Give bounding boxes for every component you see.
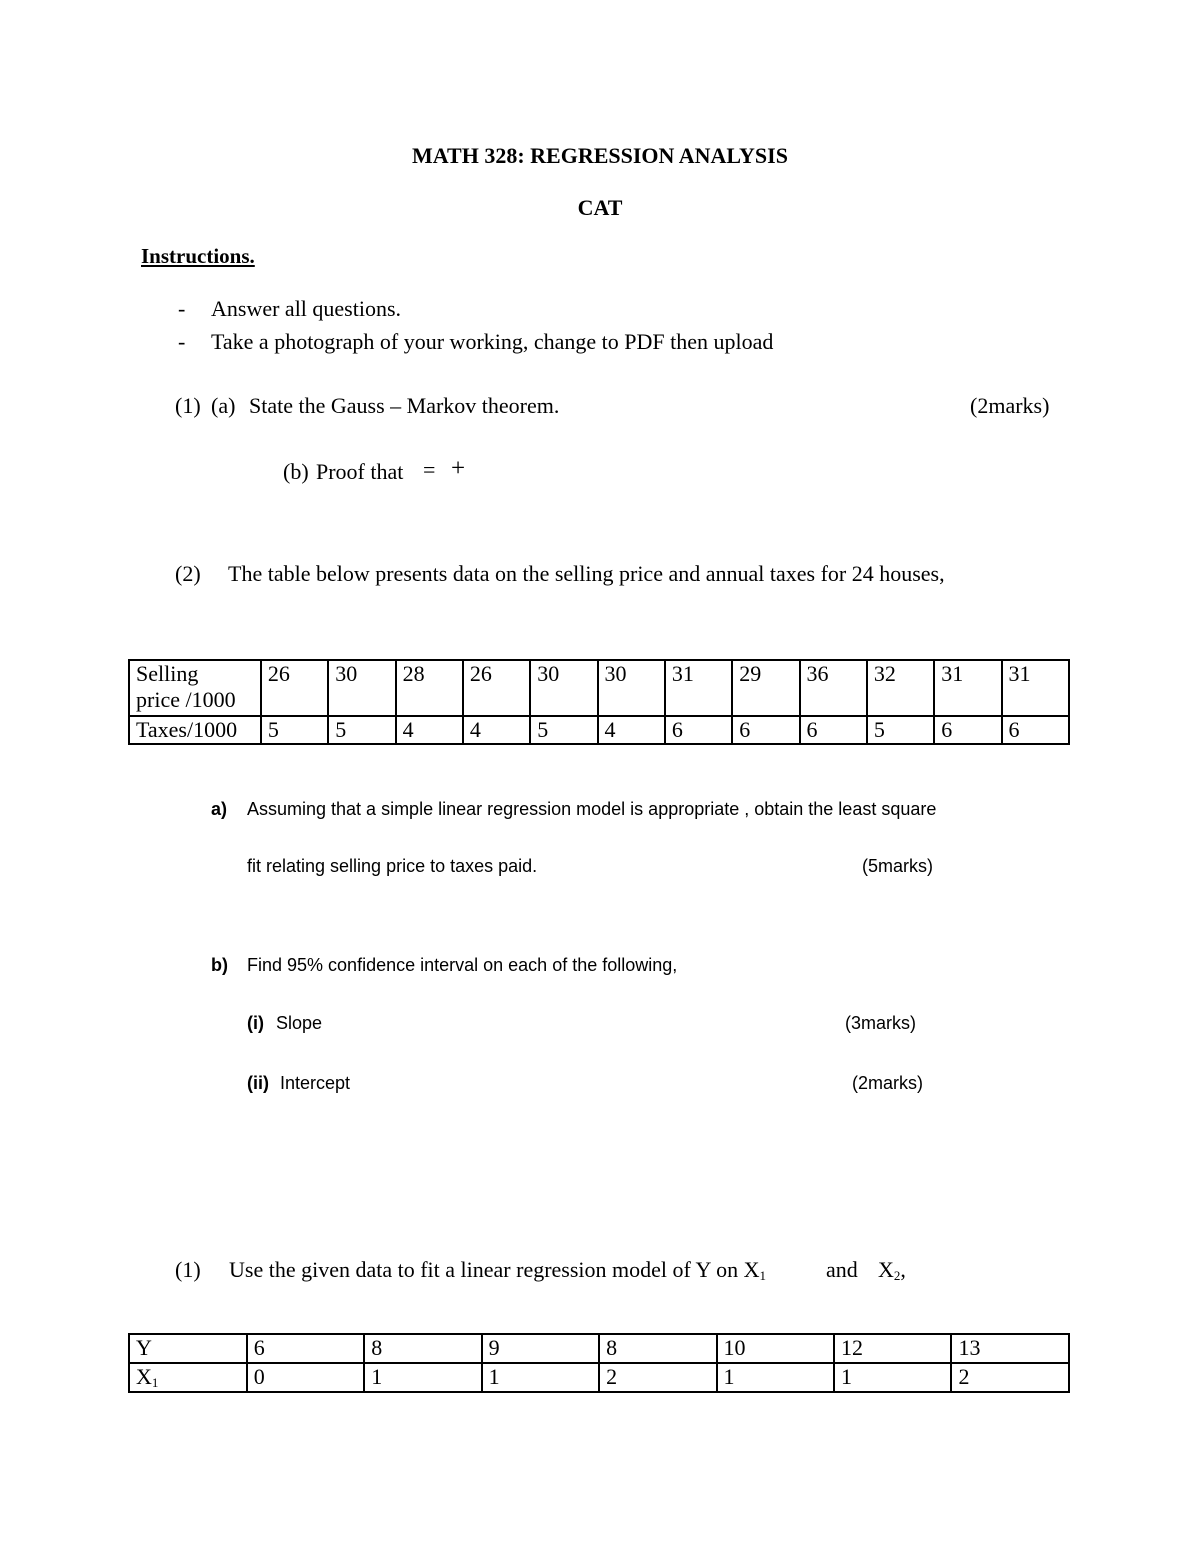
table-row: [129, 716, 1069, 744]
table-cell: 10: [717, 1334, 834, 1363]
part-label: (b): [283, 459, 309, 484]
table-cell: 31: [1002, 660, 1069, 716]
table-cell: 31: [665, 660, 732, 716]
table-cell: 5: [328, 716, 395, 744]
table-cell: 9: [482, 1334, 599, 1363]
and-text: and: [826, 1257, 858, 1282]
table-row: [129, 1334, 1069, 1363]
subpart-label: (ii): [247, 1073, 269, 1093]
table-cell: 30: [530, 660, 597, 716]
question-text: Proof that: [316, 459, 404, 484]
question-text: Assuming that a simple linear regression model is appropriate , obtain the least square: [247, 799, 937, 819]
table-row: [129, 660, 1069, 716]
marks: (2marks): [970, 393, 1050, 418]
table-cell: 4: [598, 716, 665, 744]
table-cell: 12: [834, 1334, 951, 1363]
table-cell: 26: [261, 660, 328, 716]
question-text: Intercept: [280, 1073, 351, 1093]
question-text: Find 95% confidence interval on each of the following,: [247, 955, 678, 975]
part-label: (a): [211, 393, 236, 418]
table-cell: 6: [934, 716, 1001, 744]
table-cell: 4: [463, 716, 530, 744]
table-cell: 31: [934, 660, 1001, 716]
question-text: Slope: [276, 1013, 323, 1033]
house-data-table: [128, 659, 1070, 745]
marks: (3marks): [845, 1013, 916, 1033]
subpart-label: (i): [247, 1013, 264, 1033]
table-cell: 0: [247, 1363, 364, 1392]
table-cell: 1: [717, 1363, 834, 1392]
instruction-bullet: -: [178, 329, 186, 354]
instruction-item: Take a photograph of your working, change to PDF then upload: [211, 329, 774, 354]
question-number: (1): [175, 393, 201, 418]
row-label: Y: [129, 1334, 247, 1363]
table-cell: 5: [867, 716, 934, 744]
table-cell: 8: [599, 1334, 716, 1363]
table-cell: 8: [364, 1334, 481, 1363]
instruction-item: Answer all questions.: [211, 296, 402, 321]
row-label: $X_1$: [129, 1363, 247, 1392]
marks: (2marks): [852, 1073, 923, 1093]
instruction-bullet: -: [178, 296, 186, 321]
table-cell: 4: [396, 716, 463, 744]
exam-type: CAT: [577, 195, 623, 220]
table-cell: 1: [834, 1363, 951, 1392]
table-cell: 32: [867, 660, 934, 716]
marks: (5marks): [862, 856, 933, 876]
table-cell: 2: [951, 1363, 1069, 1392]
row-label: Selling price /1000: [129, 660, 261, 716]
table-cell: 6: [800, 716, 867, 744]
table-cell: 36: [800, 660, 867, 716]
table-cell: 26: [463, 660, 530, 716]
table-cell: 6: [665, 716, 732, 744]
question-number: (2): [175, 561, 201, 586]
regression-data-table: [128, 1333, 1070, 1393]
table-cell: 28: [396, 660, 463, 716]
table-row: [129, 1363, 1069, 1392]
question-text: Use the given data to fit a linear regression model of Y on $X_1$: [229, 1257, 766, 1283]
table-cell: 5: [261, 716, 328, 744]
table-cell: 13: [951, 1334, 1069, 1363]
table-cell: 30: [328, 660, 395, 716]
table-cell: 6: [1002, 716, 1069, 744]
row-label: Taxes/1000: [129, 716, 261, 744]
part-label: b): [211, 955, 228, 975]
part-label: a): [211, 799, 228, 819]
table-cell: 29: [732, 660, 799, 716]
table-cell: 2: [599, 1363, 716, 1392]
equals-sign: =: [423, 457, 436, 482]
question-number: (1): [175, 1257, 201, 1282]
variable-x2: $X_2$,: [878, 1257, 906, 1283]
table-cell: 1: [482, 1363, 599, 1392]
question-text: State the Gauss – Markov theorem.: [249, 393, 560, 418]
table-cell: 1: [364, 1363, 481, 1392]
instructions-heading: Instructions.: [141, 244, 255, 268]
table-cell: 30: [598, 660, 665, 716]
table-cell: 5: [530, 716, 597, 744]
question-text: The table below presents data on the selling price and annual taxes for 24 houses,: [228, 561, 945, 586]
table-cell: 6: [732, 716, 799, 744]
plus-sign: +: [451, 455, 466, 482]
question-text: fit relating selling price to taxes paid.: [247, 856, 538, 876]
course-title: MATH 328: REGRESSION ANALYSIS: [412, 143, 788, 168]
table-cell: 6: [247, 1334, 364, 1363]
